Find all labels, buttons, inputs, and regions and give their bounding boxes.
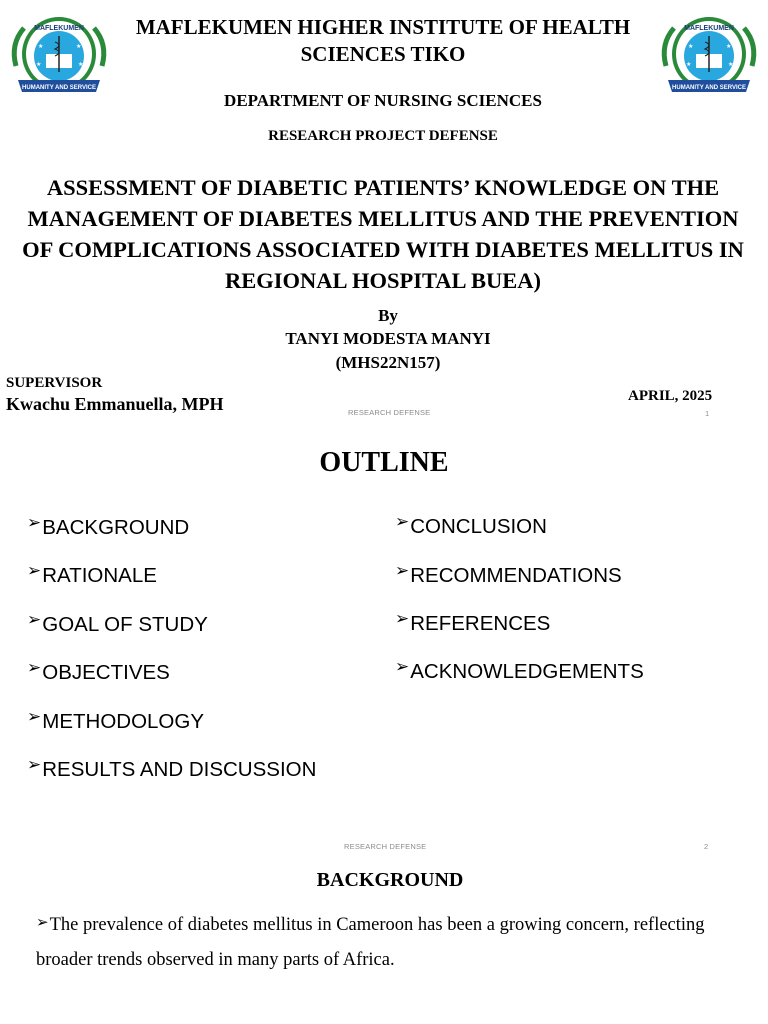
arrow-bullet-icon: ➢ (395, 657, 410, 677)
outline-item: ➢GOAL OF STUDY (27, 610, 208, 636)
svg-text:HUMANITY AND SERVICE: HUMANITY AND SERVICE (22, 85, 96, 91)
outline-item: ➢RATIONALE (27, 561, 157, 587)
arrow-bullet-icon: ➢ (27, 707, 42, 727)
background-title: BACKGROUND (316, 869, 464, 891)
arrow-bullet-icon: ➢ (27, 513, 42, 533)
svg-text:MAFLEKUMEN: MAFLEKUMEN (34, 25, 84, 32)
svg-text:★: ★ (728, 62, 734, 68)
arrow-bullet-icon: ➢ (395, 561, 410, 581)
institute-name: MAFLEKUMEN HIGHER INSTITUTE OF HEALTH SCIENCES TIKO (135, 15, 631, 66)
institute-logo-right (656, 14, 762, 98)
by-label: By (378, 306, 398, 325)
outline-item: ➢CONCLUSION (395, 512, 547, 538)
slide-footer: RESEARCH DEFENSE (344, 842, 427, 851)
research-title: ASSESSMENT OF DIABETIC PATIENTS’ KNOWLEDGE ON THE MANAGEMENT OF DIABETES MELLITUS AND THE PREVENTION OF COMPLICATIONS ASSOCIATED WITH DIABETES MELLITUS IN REGIONAL HOSPITAL BUEA) (22, 175, 744, 293)
background-paragraph: ➢The prevalence of diabetes mellitus in Cameroon has been a growing concern, reflecting broader trends observed in many parts of Africa. (36, 913, 705, 970)
svg-text:★: ★ (38, 44, 44, 50)
slide-subtitle: RESEARCH PROJECT DEFENSE (268, 128, 498, 144)
arrow-bullet-icon: ➢ (395, 609, 410, 629)
outline-item: ➢OBJECTIVES (27, 658, 170, 684)
svg-text:★: ★ (78, 62, 84, 68)
outline-item: ➢BACKGROUND (27, 513, 190, 539)
outline-item: ➢REFERENCES (395, 609, 551, 635)
presentation-date: APRIL, 2025 (628, 388, 713, 404)
svg-text:★: ★ (76, 44, 82, 50)
logo-emblem-icon (656, 14, 762, 98)
arrow-bullet-icon: ➢ (27, 658, 42, 678)
outline-item: ➢METHODOLOGY (27, 707, 204, 733)
slide-footer: RESEARCH DEFENSE (348, 408, 431, 417)
svg-text:★: ★ (688, 44, 694, 50)
svg-text:MAFLEKUMEN: MAFLEKUMEN (684, 25, 734, 32)
matricule-number: (MHS22N157) (335, 353, 441, 372)
svg-text:★: ★ (686, 62, 692, 68)
arrow-bullet-icon: ➢ (395, 512, 410, 532)
arrow-bullet-icon: ➢ (27, 610, 42, 630)
outline-item: ➢RESULTS AND DISCUSSION (27, 755, 317, 781)
page-number: 1 (705, 409, 710, 418)
author-name: TANYI MODESTA MANYI (285, 329, 491, 348)
svg-text:HUMANITY AND SERVICE: HUMANITY AND SERVICE (672, 85, 746, 91)
svg-text:★: ★ (36, 62, 42, 68)
arrow-bullet-icon: ➢ (27, 561, 42, 581)
outline-item: ➢RECOMMENDATIONS (395, 561, 622, 587)
supervisor-name: Kwachu Emmanuella, MPH (6, 394, 224, 414)
logo-emblem-icon (6, 14, 112, 98)
page-number: 2 (704, 842, 709, 851)
svg-text:★: ★ (726, 44, 732, 50)
outline-title: OUTLINE (319, 447, 449, 478)
outline-item: ➢ACKNOWLEDGEMENTS (395, 657, 644, 683)
supervisor-label: SUPERVISOR (6, 375, 103, 391)
institute-logo-left (6, 14, 112, 98)
department-name: DEPARTMENT OF NURSING SCIENCES (224, 91, 542, 110)
arrow-bullet-icon: ➢ (36, 913, 49, 931)
arrow-bullet-icon: ➢ (27, 755, 42, 775)
